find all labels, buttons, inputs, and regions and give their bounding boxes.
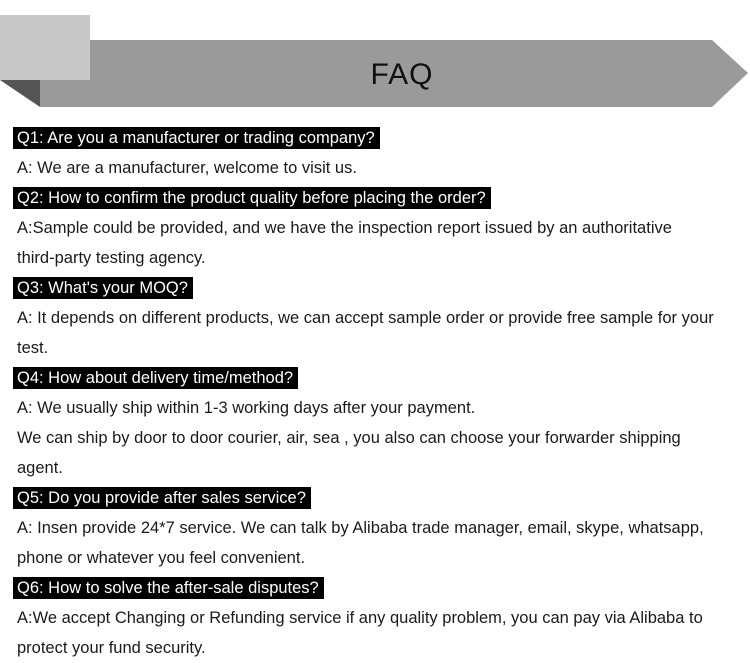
- answer-line: A:We accept Changing or Refunding service if any quality problem, you can pay via Alibaba to: [17, 609, 703, 627]
- faq-item-q6: [0, 573, 750, 663]
- banner-corner-square: [0, 15, 90, 80]
- answer-line: A: We are a manufacturer, welcome to visit us.: [17, 159, 357, 177]
- answer-line: A: It depends on different products, we can accept sample order or provide free sample for your: [17, 309, 714, 327]
- question-label: Q5: Do you provide after sales service?: [13, 487, 311, 509]
- answer-line: A: Insen provide 24*7 service. We can talk by Alibaba trade manager, email, skype, whatsapp,: [17, 519, 704, 537]
- faq-banner: [0, 0, 750, 110]
- answer-line: test.: [17, 339, 49, 357]
- faq-item-q2: [0, 183, 750, 273]
- answer-line: third-party testing agency.: [17, 249, 206, 267]
- question-row: [0, 363, 750, 393]
- answer-line: A:Sample could be provided, and we have the inspection report issued by an authoritative: [17, 219, 672, 237]
- question-label: Q4: How about delivery time/method?: [13, 367, 298, 389]
- question-row: [0, 123, 750, 153]
- question-label: Q2: How to confirm the product quality before placing the order?: [13, 187, 491, 209]
- faq-item-q4: [0, 363, 750, 483]
- faq-list: [0, 123, 750, 663]
- answer-line: phone or whatever you feel convenient.: [17, 549, 306, 567]
- question-row: [0, 273, 750, 303]
- question-label: Q1: Are you a manufacturer or trading company?: [13, 127, 380, 149]
- question-row: [0, 483, 750, 513]
- faq-item-q3: [0, 273, 750, 363]
- faq-item-q5: [0, 483, 750, 573]
- answer-line: agent.: [17, 459, 63, 477]
- answer-line: We can ship by door to door courier, air, sea , you also can choose your forwarder shipping: [17, 429, 681, 447]
- question-row: [0, 183, 750, 213]
- banner-fold-shadow: [0, 80, 40, 107]
- question-label: Q3: What's your MOQ?: [13, 277, 193, 299]
- answer-line: A: We usually ship within 1-3 working days after your payment.: [17, 399, 476, 417]
- question-row: [0, 573, 750, 603]
- page-title: FAQ: [370, 58, 434, 91]
- faq-item-q1: [0, 123, 750, 183]
- answer-line: protect your fund security.: [17, 639, 206, 657]
- question-label: Q6: How to solve the after-sale disputes?: [13, 577, 324, 599]
